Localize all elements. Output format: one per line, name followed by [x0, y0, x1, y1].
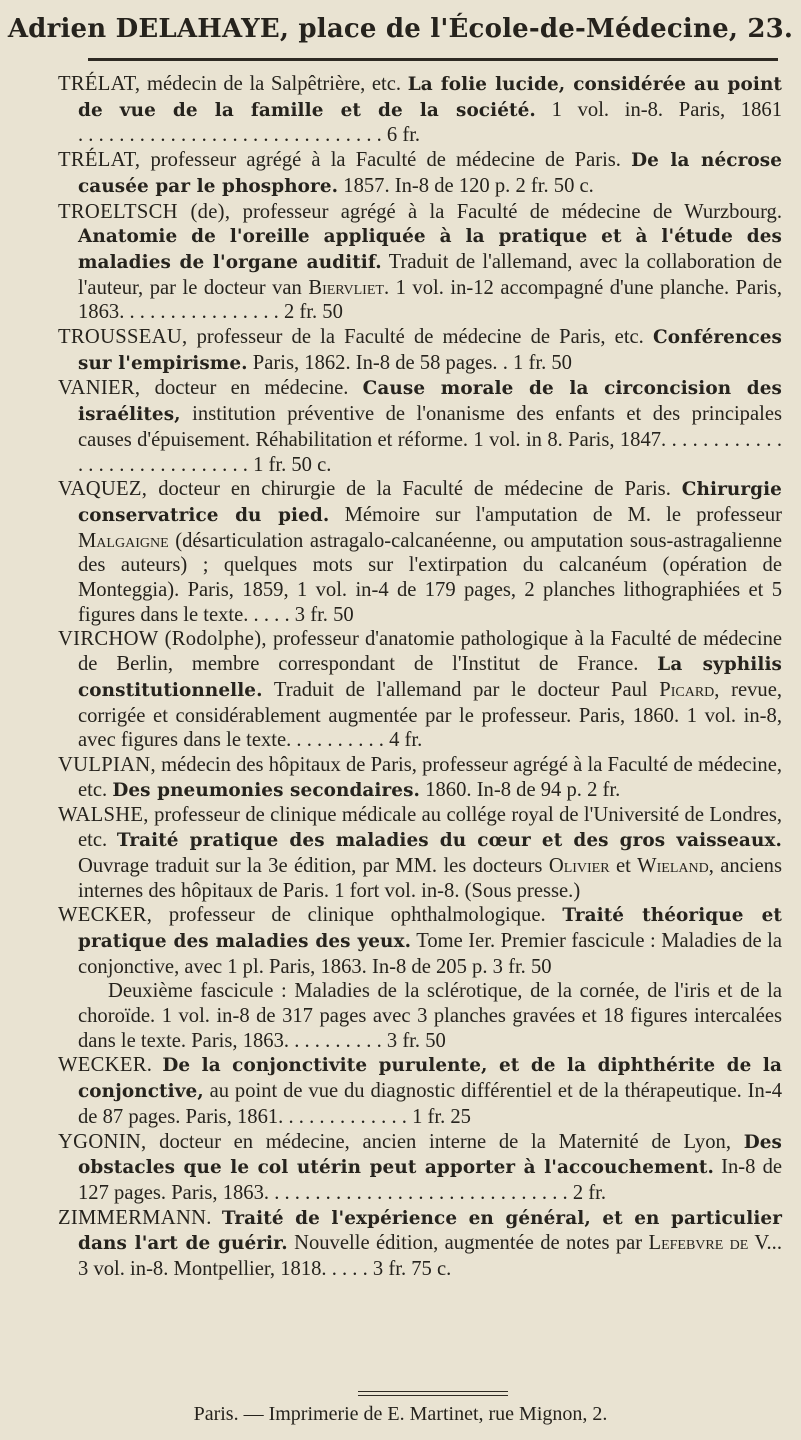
entry-desc: , revue, corrigée et considérablement augmentée par le professeur. Paris, 1860. 1 vol. in-8, avec figures dans le texte. . . . . . . . . .	[78, 678, 782, 752]
catalog-entry	[58, 1206, 782, 1282]
catalog-entry	[58, 753, 782, 803]
entry-desc: docteur en médecine, ancien interne de la Maternité de Lyon,	[146, 1130, 744, 1153]
entry-title: Anatomie de l'oreille appliquée à la pratique et à l'étude des maladies de l'organe auditif.	[78, 226, 782, 273]
entry-desc: 1 vol. in-8. Paris, 1861	[535, 98, 782, 121]
entry-desc: Mémoire sur l'amputation de M. le professeur	[329, 503, 783, 526]
entry-title: Cause morale de la circoncision des israélites,	[78, 378, 782, 426]
entry-author: TROUSSEAU,	[58, 326, 188, 349]
entry-price: 2 fr. 50 c.	[515, 174, 594, 197]
entry-desc: et	[609, 854, 638, 877]
entry-desc: Nouvelle édition, augmentée de notes par	[287, 1232, 649, 1255]
entry-price: 1 fr. 50	[513, 351, 572, 374]
catalog-entries	[58, 72, 782, 1282]
entry-desc: . 1 vol. in-12 accompagné d'une planche. Paris, 1863. . . . . . . . . . . . . . . .	[78, 276, 782, 324]
entry-desc: professeur d'anatomie pathologique à la Faculté de médecine de Berlin, membre correspondant de l'Institut de France.	[78, 628, 782, 676]
entry-price: 2 fr. 50	[283, 301, 343, 324]
entry-author: WECKER.	[58, 1054, 153, 1077]
catalog-entry	[58, 1053, 782, 1129]
entry-desc: docteur en chirurgie de la Faculté de médecine de Paris.	[147, 478, 682, 501]
entry-title: Des pneumonies secondaires.	[112, 779, 421, 801]
entry-author: ZIMMERMANN.	[58, 1206, 212, 1229]
entry-desc: professeur de clinique médicale au collége royal de l'Université de Londres, etc.	[78, 804, 782, 852]
entry-desc: 3 vol. in-8. Montpellier, 1818. . . . .	[78, 1258, 368, 1281]
printer-imprint: Paris. — Imprimerie de E. Martinet, rue Mignon, 2.	[193, 1403, 608, 1425]
entry-author: VAQUEZ,	[58, 478, 148, 501]
entry-desc: médecin de la Salpêtrière, etc.	[140, 73, 408, 95]
catalog-entry	[58, 903, 782, 979]
entry-name-smallcaps: Malgaigne	[78, 529, 169, 552]
entry-desc: au point de vue du diagnostic différentiel et de la thérapeutique. In-4 de 87 pages. Paris, 1861. . . . . . . . . . . . .	[78, 1080, 782, 1128]
catalog-entry	[58, 477, 782, 627]
entry-title: Traité de l'expérience en général, et en particulier dans l'art de guérir.	[78, 1207, 782, 1255]
entry-price: 2 fr.	[572, 1181, 606, 1204]
entry-title: Conférences sur l'empirisme.	[78, 327, 782, 374]
entry-desc: Paris, 1862. In-8 de 58 pages. .	[247, 351, 508, 374]
entry-price: . . . . . . . . . . . . . . . . . . . . . . . . . . . . . . 6 fr.	[78, 124, 421, 147]
entry-author: TRÉLAT,	[58, 73, 141, 95]
entry-title: De la conjonctivite purulente, et de la diphthérite de la conjonctive,	[78, 1055, 782, 1103]
entry-price: 2 fr.	[587, 778, 621, 801]
entry-author: WECKER,	[58, 904, 153, 927]
entry-desc	[152, 1054, 162, 1076]
entry-author: WALSHE,	[58, 804, 149, 827]
catalog-entry	[58, 72, 782, 148]
catalog-entry	[58, 803, 782, 903]
footer-rule	[358, 1395, 508, 1396]
entry-desc: Traduit de l'allemand, avec la collaboration de l'auteur, par le docteur van	[78, 250, 782, 299]
entry-price: 3 fr. 50	[386, 1029, 446, 1052]
entry-desc: In-8 de 127 pages. Paris, 1863. . . . . . . . . . . . . . . . . . . . . . . . . . . . . .	[78, 1156, 783, 1204]
entry-author: YGONIN,	[58, 1130, 147, 1153]
entry-name-smallcaps: Olivier	[548, 854, 610, 877]
entry-price: 3 fr. 75 c.	[372, 1258, 452, 1281]
entry-desc: professeur agrégé à la Faculté de médecine de Paris.	[140, 149, 632, 172]
entry-price: 3 fr. 50	[294, 603, 354, 626]
entry-author: VANIER,	[58, 377, 141, 400]
entry-title: De la nécrose causée par le phosphore.	[78, 150, 783, 197]
entry-title: La folie lucide, considérée au point de vue de la famille et de la société.	[78, 74, 783, 121]
entry-desc: (désarticulation astragalo-calcanéenne, ou amputation sous-astragalienne des auteurs) ; quelques mots sur l'extirpation du calcanéum (opération de Monteggia). Paris, 1859, 1 vol. in-4 de 179 pages, 2 planches lithographiées et 5 figures dans le texte. . . . .	[78, 529, 782, 626]
entry-desc: , anciens internes des hôpitaux de Paris. 1 fort vol. in-8. (Sous presse.)	[78, 854, 782, 902]
entry-title: Chirurgie conservatrice du pied.	[78, 479, 782, 526]
entry-title: Traité théorique et pratique des maladies des yeux.	[78, 905, 782, 952]
entry-desc: Ouvrage traduit sur la 3e édition, par MM. les docteurs	[78, 854, 549, 877]
entry-desc: Traduit de l'allemand par le docteur Paul	[262, 678, 660, 701]
entry-desc: professeur de la Faculté de médecine de Paris, etc.	[187, 326, 653, 349]
entry-desc: institution préventive de l'onanisme des enfants et des principales causes d'épuisement. Réhabilitation et réforme. 1 vol. in 8. Paris, 1847. . . . . . . . . . . . . . . . . . . . . . . . . . . . .	[78, 403, 782, 476]
entry-name-smallcaps: Wieland	[637, 854, 709, 877]
header-rule	[88, 58, 778, 61]
entry-desc: professeur agrégé à la Faculté de médecine de Wurzbourg.	[230, 200, 783, 223]
publisher-header: Adrien DELAHAYE, place de l'École-de-Médecine, 23.	[7, 14, 794, 44]
entry-title: La syphilis constitutionnelle.	[78, 654, 782, 701]
entry-desc: 1860. In-8 de 94 p.	[420, 778, 582, 801]
entry-author: VULPIAN,	[58, 753, 156, 776]
entry-name-smallcaps: Biervliet	[308, 276, 384, 299]
entry-author: VIRCHOW (Rodolphe),	[58, 628, 267, 651]
footer-rule	[358, 1391, 508, 1392]
catalog-entry	[58, 376, 782, 477]
entry-desc: Tome Ier. Premier fascicule : Maladies de la conjonctive, avec 1 pl. Paris, 1863. In-8 de 205 p.	[78, 929, 782, 978]
entry-price: 1 fr. 50 c.	[253, 453, 332, 476]
entry-desc	[212, 1207, 222, 1229]
entry-desc: 1857. In-8 de 120 p.	[338, 174, 511, 197]
catalog-entry	[58, 325, 782, 376]
entry-title: Des obstacles que le col utérin peut apporter à l'accouchement.	[78, 1131, 782, 1179]
entry-price: 1 fr. 25	[412, 1105, 471, 1128]
entry-subfascicle	[58, 979, 782, 1053]
entry-desc: médecin des hôpitaux de Paris, professeur agrégé à la Faculté de médecine, etc.	[78, 753, 782, 801]
catalog-entry	[58, 627, 782, 753]
entry-author: TROELTSCH (de),	[58, 200, 231, 223]
entry-price: 4 fr.	[389, 729, 423, 752]
catalog-entry	[58, 200, 782, 326]
entry-name-smallcaps: Picard	[659, 678, 715, 701]
entry-desc: docteur en médecine.	[140, 377, 363, 400]
entry-name-smallcaps: Lefebvre de V...	[648, 1232, 782, 1255]
entry-price: 3 fr. 50	[492, 955, 552, 978]
entry-author: TRÉLAT,	[58, 149, 141, 172]
catalog-entry	[58, 1130, 782, 1206]
entry-title: Traité pratique des maladies du cœur et des gros vaisseaux.	[116, 830, 782, 852]
catalog-entry	[58, 148, 782, 199]
entry-desc: Deuxième fascicule : Maladies de la sclérotique, de la cornée, de l'iris et de la choroïde. 1 vol. in-8 de 317 pages avec 3 planches gravées et 18 figures intercalées dans le texte. Paris, 1863. . . . . . . . . .	[78, 980, 782, 1052]
entry-desc: professeur de clinique ophthalmologique.	[152, 904, 563, 927]
